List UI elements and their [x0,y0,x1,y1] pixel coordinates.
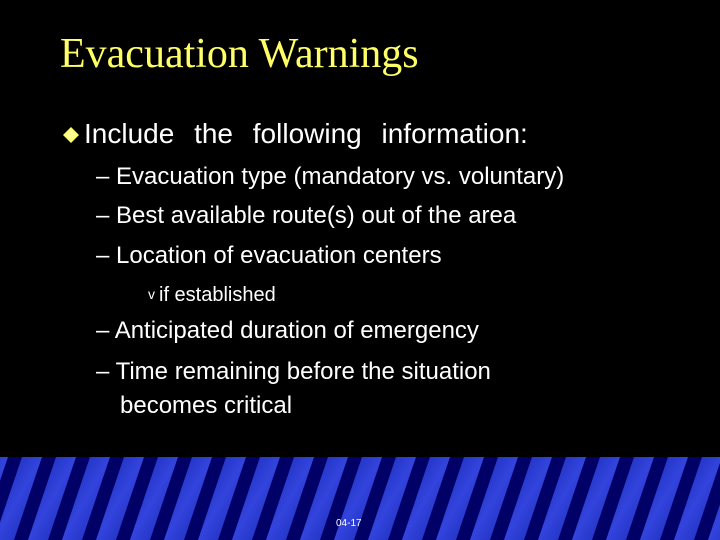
main-bullet-item [62,118,528,150]
sub-item-best-route: – Best available route(s) out of the area [96,202,517,229]
sub-item-anticipated-duration: – Anticipated duration of emergency [96,317,479,344]
sub-item-time-remaining: – Time remaining before the situation [96,358,491,385]
sub-sub-item-if-established [148,284,276,307]
slide-number: 04-17 [336,518,362,529]
main-bullet-label: Include the following information: [84,118,528,149]
slide-title: Evacuation Warnings [60,31,419,77]
diamond-bullet-icon [62,126,80,144]
sub-item-evacuation-centers: – Location of evacuation centers [96,242,442,269]
checkmark-bullet-icon: v [148,286,155,302]
sub-sub-item-label: if established [159,284,276,306]
sub-item-evacuation-type: – Evacuation type (mandatory vs. voluntary) [96,163,565,190]
sub-item-time-remaining-continued: becomes critical [120,392,293,419]
